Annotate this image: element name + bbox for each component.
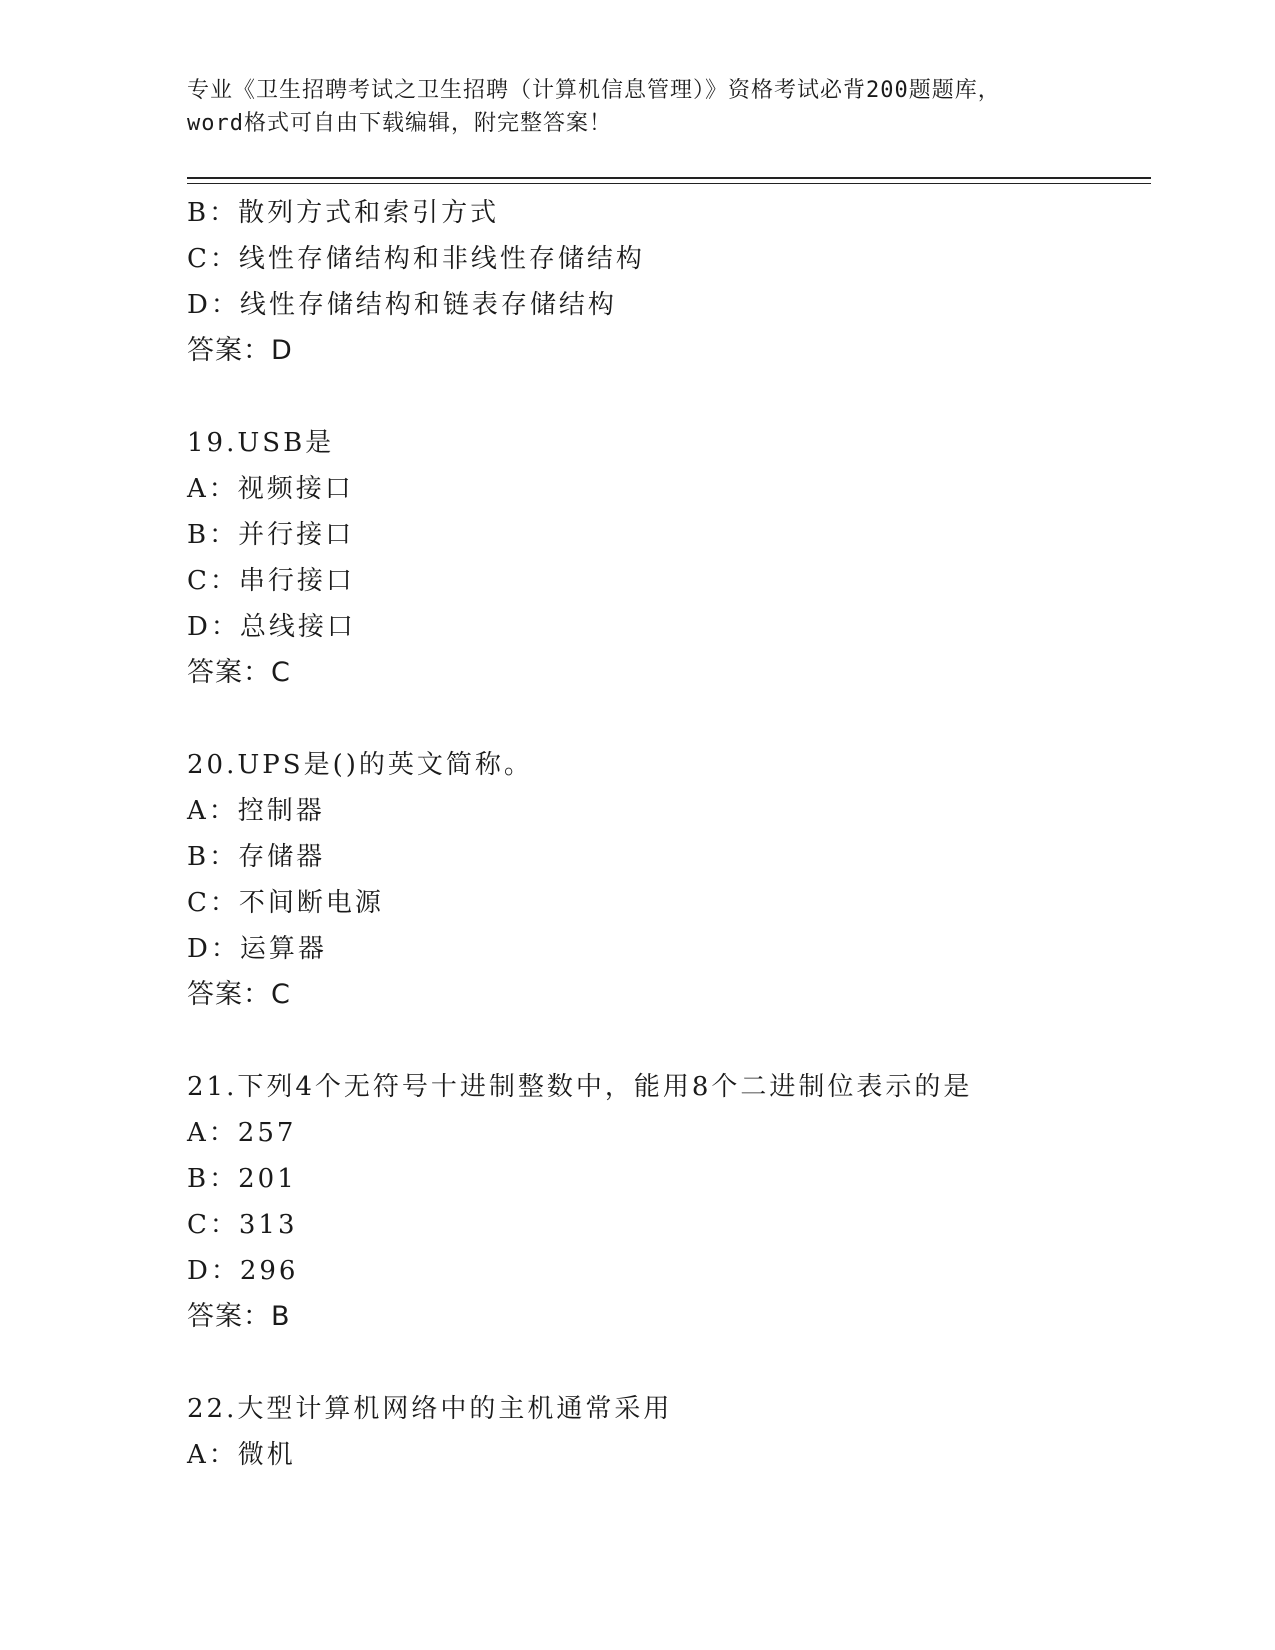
question-19 (187, 420, 1147, 696)
option-d: D：296 (187, 1256, 299, 1286)
header-divider-thin (187, 183, 1151, 184)
question-stem: 21.下列4个无符号十进制整数中，能用8个二进制位表示的是 (187, 1072, 973, 1102)
option-a: A：微机 (187, 1440, 296, 1470)
question-stem: 20.UPS是()的英文简称。 (187, 750, 533, 780)
question-21 (187, 1064, 1147, 1340)
answer-label: 答案：C (187, 979, 291, 1010)
option-b: B：201 (187, 1164, 297, 1194)
question-stem: 19.USB是 (187, 428, 335, 458)
option-a: A：257 (187, 1118, 297, 1148)
spacer (187, 1340, 1147, 1386)
document-header (187, 74, 1087, 140)
option-d: D：运算器 (187, 934, 327, 964)
option-c: C：313 (187, 1210, 298, 1240)
spacer (187, 374, 1147, 420)
option-b: B：存储器 (187, 842, 326, 872)
option-c: C：不间断电源 (187, 888, 384, 918)
spacer (187, 1018, 1147, 1064)
question-20 (187, 742, 1147, 1018)
option-d: D：线性存储结构和链表存储结构 (187, 290, 617, 320)
answer-label: 答案：C (187, 657, 291, 688)
question-22 (187, 1386, 1147, 1478)
answer-label: 答案：D (187, 335, 293, 366)
spacer (187, 696, 1147, 742)
question-stem: 22.大型计算机网络中的主机通常采用 (187, 1394, 673, 1424)
option-a: A：控制器 (187, 796, 325, 826)
option-d: D：总线接口 (187, 612, 356, 642)
option-b: B：并行接口 (187, 520, 355, 550)
question-list (187, 190, 1147, 1478)
header-line-2: word格式可自由下载编辑，附完整答案！ (187, 111, 612, 136)
option-c: C：串行接口 (187, 566, 355, 596)
header-divider-thick (187, 177, 1151, 179)
question-18-continued (187, 190, 1147, 374)
option-c: C：线性存储结构和非线性存储结构 (187, 244, 645, 274)
option-a: A：视频接口 (187, 474, 354, 504)
header-line-1: 专业《卫生招聘考试之卫生招聘（计算机信息管理）》资格考试必背200题题库， (187, 78, 1001, 103)
option-b: B：散列方式和索引方式 (187, 198, 500, 228)
answer-label: 答案：B (187, 1301, 291, 1332)
